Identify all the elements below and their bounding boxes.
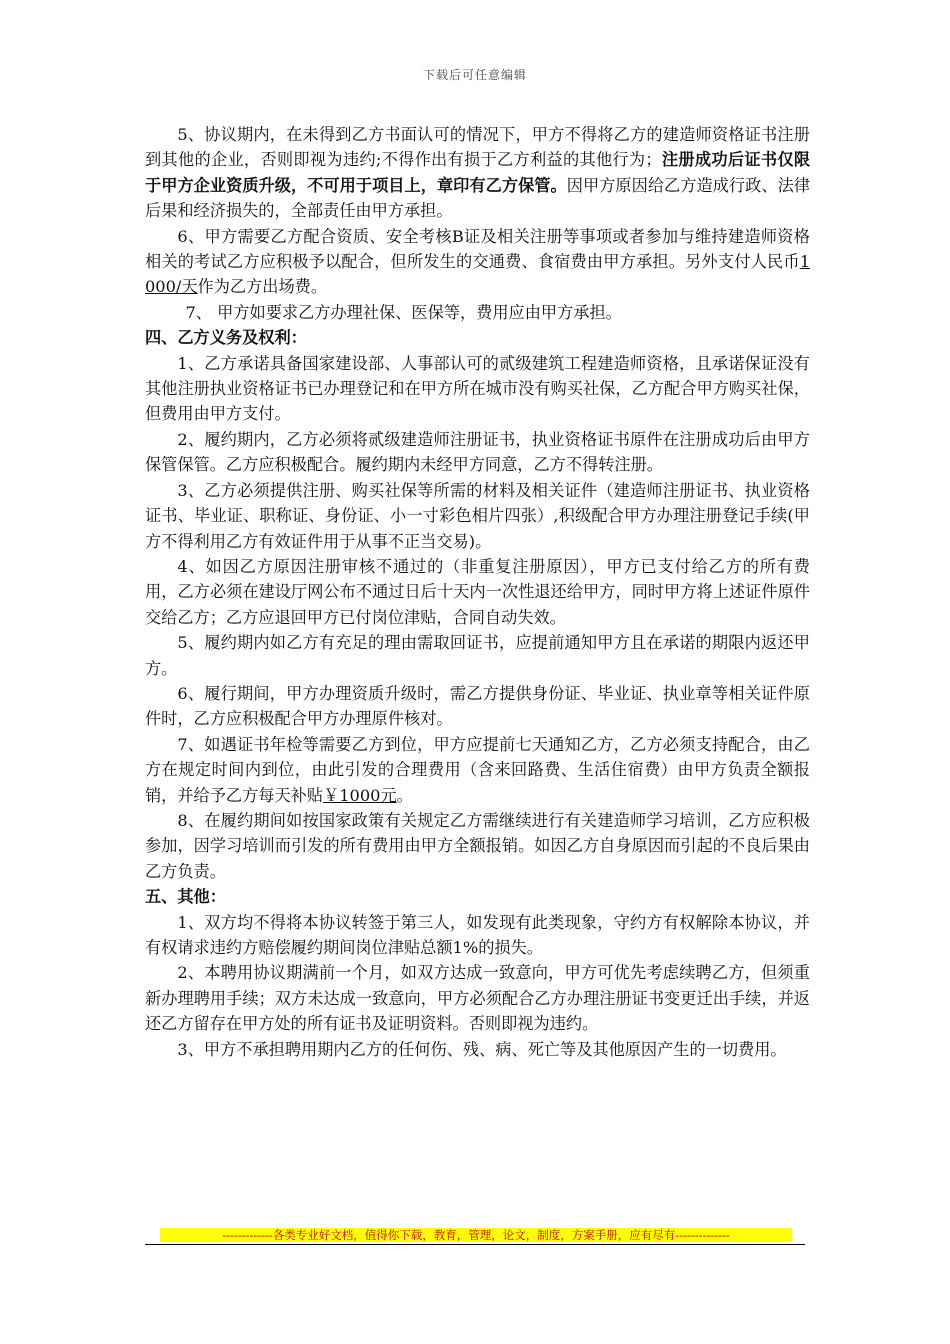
section-5-item-1: 1、双方均不得将本协议转签于第三人，如发现有此类现象，守约方有权解除本协议，并有权请求违约方赔偿履约期间岗位津贴总额1%的损失。 (145, 912, 810, 957)
footer-banner: -------------各类专业好文档，值得你下载，教育，管理，论文，制度，方案手册，应有尽有-------------- (160, 1228, 792, 1242)
section-4-heading: 四、乙方义务及权利： (145, 328, 307, 348)
section-4-item-2: 2、履约期内，乙方必须将贰级建造师注册证书，执业资格证书原件在注册成功后由甲方保管保管。乙方应积极配合。履约期内未经甲方同意，乙方不得转注册。 (145, 429, 810, 475)
clause-6-text-c: 作为乙方出场费。 (197, 277, 328, 297)
section-5-item-3: 3、甲方不承担聘用期内乙方的任何伤、残、病、死亡等及其他原因产生的一切费用。 (177, 1039, 787, 1059)
clause-7: 7、 甲方如要求乙方办理社保、医保等，费用应由甲方承担。 (185, 302, 622, 322)
section-4-item-7-allowance-underlined: ￥1000元 (323, 785, 397, 805)
section-4-item-3: 3、乙方必须提供注册、购买社保等所需的材料及相关证件（建造师注册证书、执业资格证书、毕业证、职称证、身份证、小一寸彩色相片四张）,积级配合甲方办理注册登记手续(甲方不得利用乙方有效证件用于从事不正当交易)。 (145, 480, 810, 551)
document-body (145, 122, 810, 1062)
clause-5 (145, 122, 810, 224)
clause-5-text-c: 因甲方原因给乙方造成行政、法律后果和经济损失的，全部责任由甲方承担。 (145, 175, 811, 221)
section-4-item-8: 8、在履约期间如按国家政策有关规定乙方需继续进行有关建造师学习培训，乙方应积极参加，因学习培训而引发的所有费用由甲方全额报销。如因乙方自身原因而引起的不良后果由乙方负责。 (145, 810, 810, 881)
section-4-item-7-text-c: 。 (396, 785, 413, 805)
clause-5-bold-text: 注册成功后证书仅限于甲方企业资质升级，不可用于项目上，章印有乙方保管。 (145, 150, 811, 195)
section-5-heading: 五、其他： (145, 887, 226, 907)
clause-6-fee-underlined: 1000/天 (145, 252, 810, 297)
section-4-item-7 (145, 732, 810, 808)
header-note: 下载后可任意编辑 (422, 68, 527, 82)
footer-divider (145, 1244, 805, 1245)
clause-6 (145, 224, 810, 300)
section-4-item-5: 5、履约期内如乙方有充足的理由需取回证书，应提前通知甲方且在承诺的期限内返还甲方。 (145, 633, 810, 678)
clause-6-text-a: 6、甲方需要乙方配合资质、安全考核B证及相关注册等事项或者参加与维持建造师资格相关的考试乙方应积极予以配合，但所发生的交通费、食宿费由甲方承担。另外支付人民币 (145, 226, 810, 272)
section-4-item-1: 1、乙方承诺具备国家建设部、人事部认可的贰级建筑工程建造师资格，且承诺保证没有其他注册执业资格证书已办理登记和在甲方所在城市没有购买社保，乙方配合甲方购买社保，但费用由甲方支付。 (145, 353, 810, 424)
clause-5-text-a: 5、协议期内，在未得到乙方书面认可的情况下，甲方不得将乙方的建造师资格证书注册到其他的企业，否则即视为违约;不得作出有损于乙方利益的其他行为； (145, 125, 810, 170)
section-4-item-6: 6、履行期间，甲方办理资质升级时，需乙方提供身份证、毕业证、执业章等相关证件原件时，乙方应积极配合甲方办理原件核对。 (145, 683, 810, 729)
section-5-item-2: 2、本聘用协议期满前一个月，如双方达成一致意向，甲方可优先考虑续聘乙方，但须重新办理聘用手续；双方未达成一致意向，甲方必须配合乙方办理注册证书变更迁出手续，并返还乙方留存在甲方处的所有证书及证明资料。否则即视为违约。 (145, 963, 810, 1034)
section-4-item-7-text-a: 7、如遇证书年检等需要乙方到位，甲方应提前七天通知乙方，乙方必须支持配合，由乙方在规定时间内到位，由此引发的合理费用（含来回路费、生活住宿费）由甲方负责全额报销，并给予乙方每天补贴 (145, 734, 810, 805)
section-4-item-4: 4、如因乙方原因注册审核不通过的（非重复注册原因），甲方已支付给乙方的所有费用，乙方必须在建设厅网公布不通过日后十天内一次性退还给甲方，同时甲方将上述证件原件交给乙方；乙方应退回甲方已付岗位津贴，合同自动失效。 (145, 556, 810, 627)
